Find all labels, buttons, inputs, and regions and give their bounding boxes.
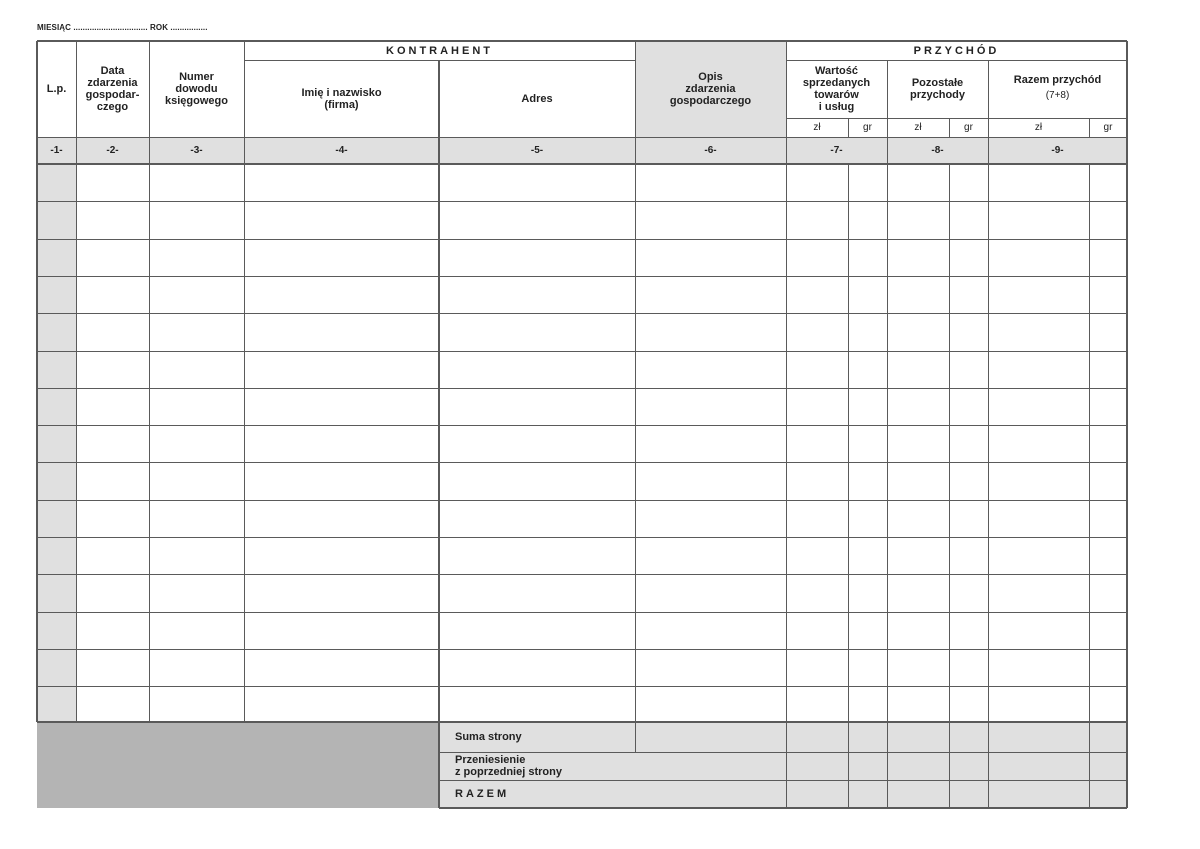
page-sum-label: Suma strony — [455, 731, 522, 743]
other-income-header: Pozostałe przychody — [909, 77, 965, 101]
total-income-formula: (7+8) — [1045, 90, 1070, 101]
column-number: -5- — [530, 144, 544, 156]
kontrahent-header: KONTRAHENT — [386, 44, 493, 57]
carry-over-label: Przeniesienie z poprzedniej strony — [455, 754, 562, 778]
row-line — [37, 313, 1127, 314]
column-number: -6- — [704, 144, 717, 156]
row-line — [37, 462, 1127, 463]
column-number: -2- — [106, 144, 119, 156]
v-rule — [848, 164, 849, 808]
unit-gr: gr — [863, 121, 872, 133]
date-header: Data zdarzenia gospodar- czego — [85, 65, 140, 113]
row-line — [37, 388, 1127, 389]
row-line — [37, 649, 1127, 650]
row-line — [37, 537, 1127, 538]
row-line — [37, 686, 1127, 687]
v-rule — [1089, 164, 1090, 808]
address-left-line — [438, 60, 440, 808]
total-income-header: Razem przychód — [1013, 74, 1102, 86]
row-line — [37, 276, 1127, 277]
sales-value-header: Wartość sprzedanych towarów i usług — [802, 65, 871, 113]
document-number-header: Numer dowodu księgowego — [165, 71, 228, 107]
row-line — [37, 612, 1127, 613]
przychod-header: PRZYCHÓD — [913, 44, 1000, 57]
row-line — [37, 239, 1127, 240]
lp-header: L.p. — [46, 83, 67, 95]
unit-zl: zł — [813, 121, 821, 133]
lp-column-shade — [37, 164, 76, 722]
row-line — [37, 351, 1127, 352]
unit-gr: gr — [964, 121, 973, 133]
column-number: -1- — [50, 144, 63, 156]
description-header: Opis zdarzenia gospodarczego — [669, 71, 752, 107]
unit-zl: zł — [1034, 121, 1043, 133]
column-number: -3- — [190, 144, 203, 156]
column-number: -8- — [931, 144, 944, 156]
address-header: Adres — [521, 92, 553, 105]
name-header: Imię i nazwisko (firma) — [301, 86, 382, 111]
column-number: -7- — [830, 144, 843, 156]
row-line — [37, 500, 1127, 501]
summary-blank-block — [37, 722, 439, 808]
unit-zl: zł — [914, 121, 922, 133]
v-rule — [988, 60, 989, 808]
v-rule — [887, 60, 888, 808]
v-rule — [949, 164, 950, 808]
row-line — [37, 574, 1127, 575]
unit-gr: gr — [1103, 121, 1113, 133]
row-line — [37, 425, 1127, 426]
month-year-line: MIESIĄC ................................ ROK ................ — [37, 23, 208, 32]
row-line — [37, 201, 1127, 202]
column-number: -9- — [1051, 144, 1064, 156]
total-label: RAZEM — [455, 788, 510, 800]
column-number: -4- — [335, 144, 348, 156]
